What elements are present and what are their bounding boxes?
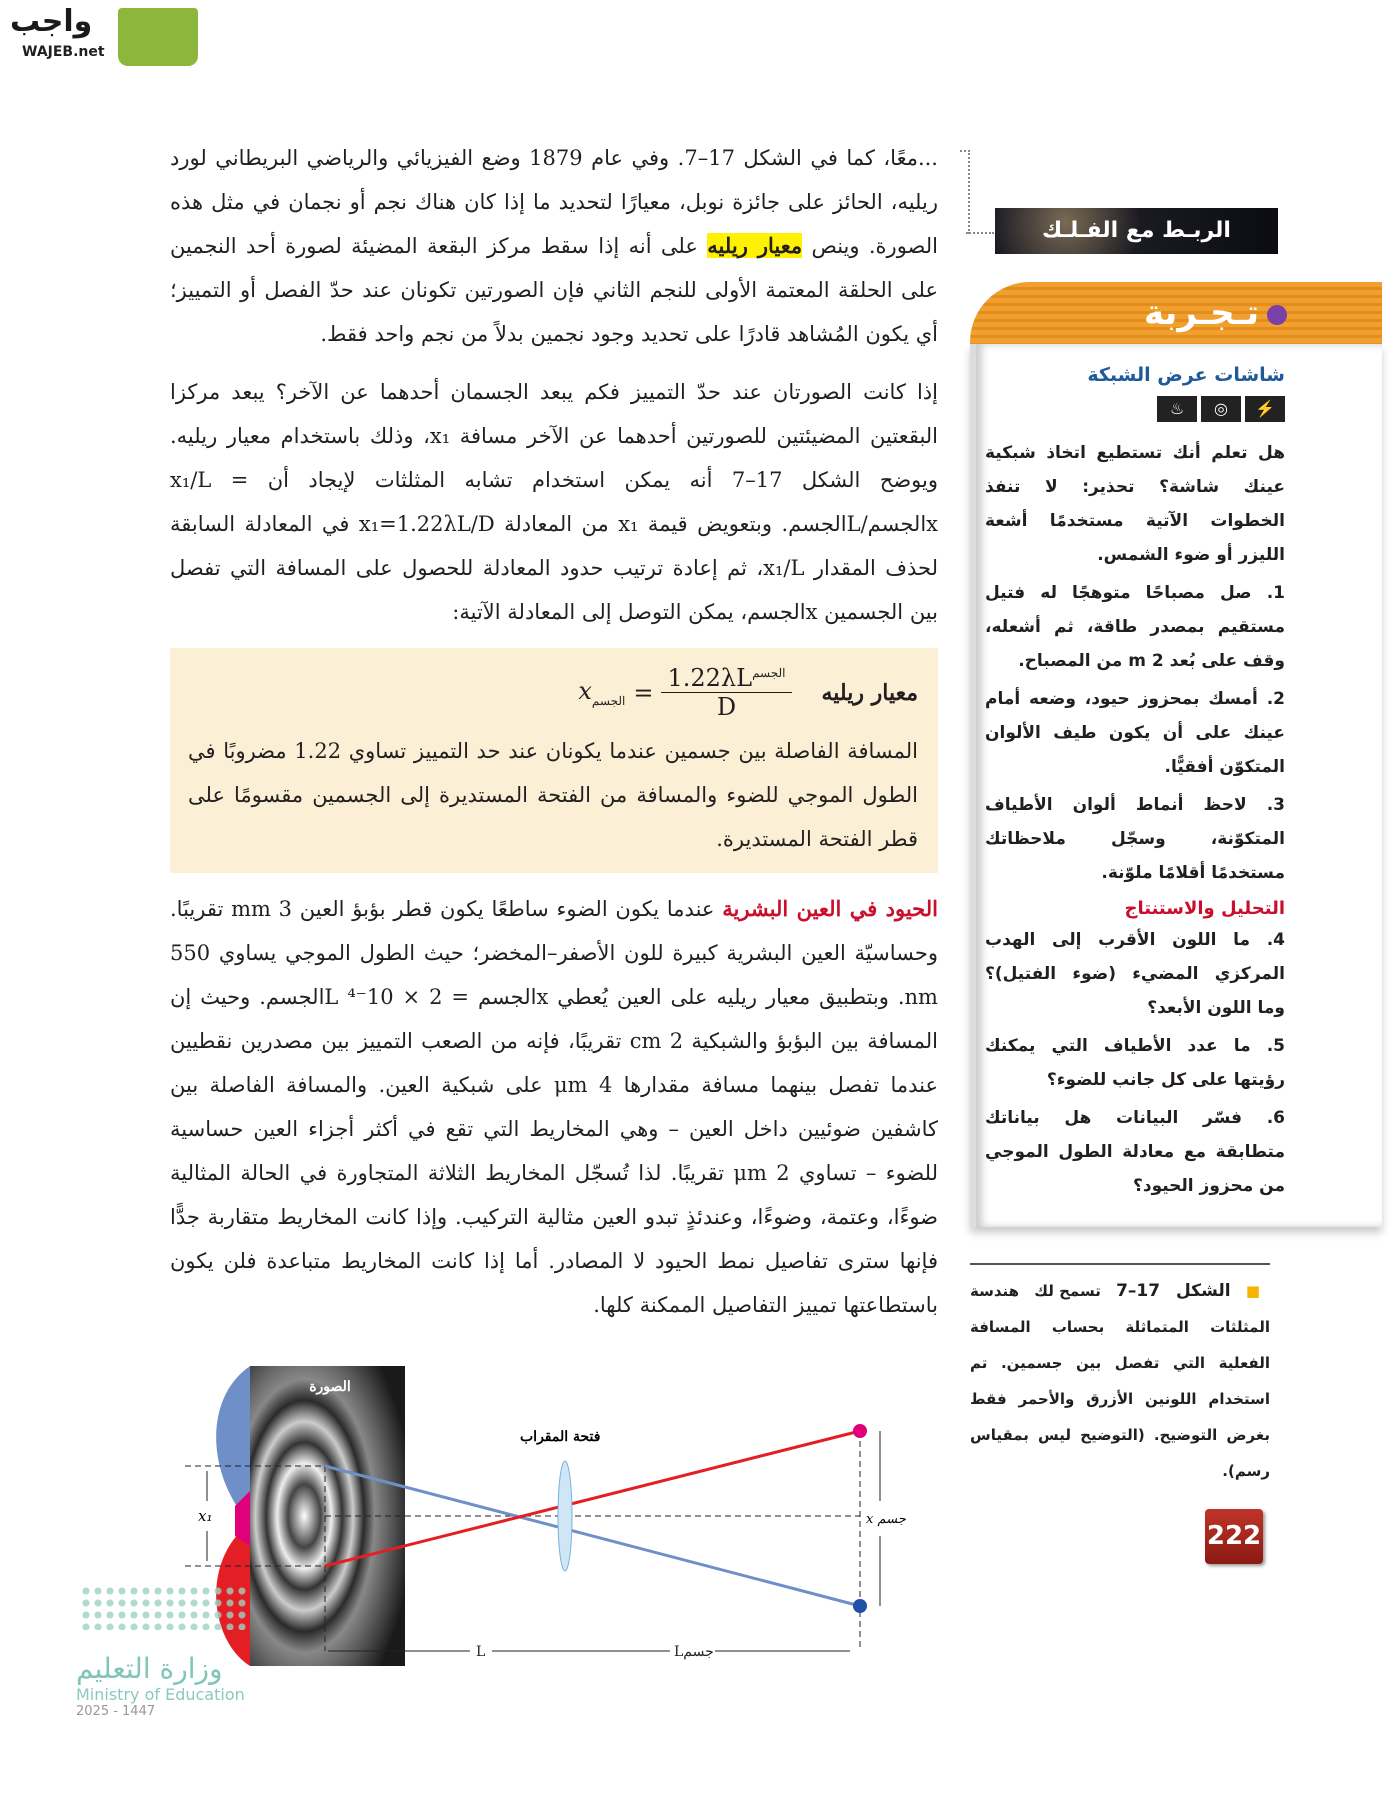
formula-sub: الجسم — [591, 693, 626, 708]
logo-text-en: WAJEB.net — [22, 44, 105, 60]
connector-line — [966, 232, 994, 234]
step-2 — [985, 682, 1285, 784]
intro: هل تعلم أنك تستطيع اتخاذ شبكية عينك شاشة؟ — [985, 443, 1285, 497]
fire-safety-icon: ♨ — [1157, 396, 1197, 422]
x-object-label: x جسم — [866, 1512, 906, 1527]
rayleigh-diagram — [180, 1361, 920, 1671]
intro-text — [985, 436, 1285, 572]
step-num: 1. — [1266, 583, 1286, 603]
formula-lhs: x — [578, 677, 592, 706]
page-number: 222 — [1205, 1509, 1263, 1564]
wajeb-logo — [10, 4, 190, 66]
analysis-title: التحليل والاستنتاج — [1124, 898, 1285, 919]
question-4 — [985, 923, 1285, 1025]
ministry-footer — [76, 1652, 256, 1719]
book-icon — [118, 8, 198, 66]
paragraph-3 — [170, 887, 938, 1327]
formula-denominator: D — [716, 693, 737, 721]
red-source — [853, 1424, 867, 1438]
q-text: ما عدد الأطياف التي يمكنك رؤيتها على كل جانب للضوء؟ — [985, 1036, 1285, 1090]
paragraph-2: إذا كانت الصورتان عند حدّ التمييز فكم يبعد الجسمان أحدهما عن الآخر؟ يبعد مركزا البقعتين المضيئتين للصورتين أحدهما عن الآخر مسافة x₁، وذلك باستخدام معيار ريليه. ويوضح الشكل 17–7 أنه يمكن استخدام تشابه المثلثات لإيجاد أن x₁/L = xالجسم/Lالجسم. وبتعويض قيمة x₁ من المعادلة x₁=1.22λL/D في المعادلة السابقة لحذف المقدار x₁/L، ثم إعادة ترتيب حدود المعادلة للحصول على المسافة التي تفصل بين الجسمين xالجسم، يمكن التوصل إلى المعادلة الآتية: — [170, 380, 939, 624]
aperture-lens — [558, 1461, 572, 1571]
formula-row — [188, 664, 918, 721]
aperture-label: فتحة المقراب — [520, 1429, 601, 1445]
step-1 — [985, 576, 1285, 678]
figure-caption — [970, 1263, 1270, 1489]
blue-source — [853, 1599, 867, 1613]
connector-line — [968, 150, 970, 234]
step-text: أنماط ألوان الأطياف المتكوّنة، وسجّل ملاحظاتك مستخدمًا أقلامًا ملوّنة. — [985, 795, 1285, 883]
L-object-label: Lجسم — [674, 1644, 714, 1660]
step-num: 3. — [1266, 795, 1286, 815]
electrical-safety-icon: ⚡ — [1245, 396, 1285, 422]
step-3 — [985, 788, 1285, 890]
caption-text: تسمح لك هندسة المثلثات المتماثلة بحساب المسافة الفعلية التي تفصل بين جسمين. تم استخدام اللونين الأزرق والأحمر فقط بغرض التوضيح. (التوضيح ليس بمقياس رسم). — [970, 1282, 1270, 1480]
x1-label: x₁ — [198, 1507, 213, 1525]
experiment-title: تـجـربة — [1143, 293, 1259, 333]
paragraph-1 — [170, 136, 938, 356]
q-text: ما اللون الأقرب إلى الهدب المركزي المضيء (ضوء الفتيل)؟ وما اللون الأبعد؟ — [985, 930, 1285, 1018]
rayleigh-formula-box — [170, 648, 938, 873]
q-num: 5. — [1266, 1036, 1286, 1056]
caption-bullet-icon: ■ — [1245, 1282, 1270, 1300]
step-num: 2. — [1266, 689, 1285, 709]
sidebar-column — [970, 282, 1382, 1564]
para-text: ...معًا، كما في الشكل 17–7. وفي عام 1879 وضع الفيزيائي والرياضي البريطاني لورد ريليه، الحائز على جائزة نوبل، معيارًا لتحديد ما إذا كان هناك نجم أو نجمان في مثل هذه الصورة. وينص — [170, 146, 938, 258]
red-ray — [325, 1431, 860, 1566]
q-num: 6. — [1266, 1108, 1286, 1128]
goggles-icon: ◎ — [1201, 396, 1241, 422]
logo-text-ar: واجب — [10, 4, 93, 39]
ministry-logo-dots — [80, 1585, 250, 1630]
formula-label: معيار ريليه — [821, 679, 918, 706]
year: 2025 - 1447 — [76, 1704, 156, 1719]
experiment-subtitle: شاشات عرض الشبكة — [1087, 364, 1285, 386]
step-text: صل مصباحًا متوهجًا له فتيل مستقيم بمصدر طاقة، ثم أشعله، وقف على بُعد 2 m من المصباح. — [985, 583, 1285, 671]
image-label: الصورة — [309, 1379, 351, 1395]
question-6 — [985, 1101, 1285, 1203]
step-text: أمسك بمحزوز حيود، وضعه أمام عينك على أن يكون طيف الألوان المتكوّن أفقيًّا. — [985, 689, 1285, 777]
bullet-icon — [1267, 305, 1287, 325]
key-term: معيار ريليه — [707, 233, 803, 258]
question-5 — [985, 1029, 1285, 1097]
formula-numerator: 1.22λL — [667, 664, 753, 692]
experiment-content — [985, 364, 1285, 1203]
para-text: عندما يكون الضوء ساطعًا يكون قطر بؤبؤ العين 3 mm تقريبًا. وحساسيّة العين البشرية كبيرة للون الأصفر–المخضر؛ حيث الطول الموجي يساوي 550 nm. وبتطبيق معيار ريليه على العين يُعطي xالجسم = 2 × 10⁻⁴ Lالجسم. وحيث إن المسافة بين البؤبؤ والشبكية 2 cm تقريبًا، فإنه من الصعب التمييز بين مصدرين نقطيين عندما تفصل بينهما مسافة مقدارها 4 μm على شبكية العين. والمسافة الفاصلة بين كاشفين ضوئيين داخل العين – وهي المخاريط التي تقع في أكثر أجزاء العين حساسية للضوء – تساوي 2 μm تقريبًا. لذا تُسجّل المخاريط الثلاثة المتجاورة في الحالة المثالية ضوءًا، وعتمة، وضوءًا، وعندئذٍ تبدو العين مثالية التركيب. وإذا كانت المخاريط متقاربة جدًّا فإنها سترى تفاصيل نمط الحيود لا المصادر. أما إذا كانت المخاريط متباعدة فلن يكون باستطاعتها تمييز التفاصيل الممكنة كلها. — [170, 897, 939, 1317]
warning-label: تحذير: — [1082, 477, 1135, 497]
main-column — [170, 136, 938, 1671]
step-verb: لاحظ — [1203, 795, 1247, 815]
section-head: الحيود في العين البشرية — [722, 896, 938, 921]
ministry-ar: وزارة التعليم — [76, 1652, 223, 1685]
caption-label: الشكل 17–7 — [1116, 1281, 1231, 1301]
para-text: على أنه إذا سقط مركز البقعة المضيئة لصورة أحد النجمين على الحلقة المعتمة الأولى للنجم الثاني فإن الصورتين تكونان عند حدّ الفصل أو التمييز؛ أي يكون المُشاهد قادرًا على تحديد وجود نجمين بدلاً من نجم واحد فقط. — [170, 234, 938, 346]
formula-sub: الجسم — [752, 666, 786, 680]
warning-text: لا تنفذ الخطوات الآتية مستخدمًا أشعة الليزر أو ضوء الشمس. — [985, 477, 1285, 565]
q-verb: فسّر البيانات — [1116, 1108, 1243, 1128]
L-label: L — [476, 1644, 486, 1660]
astronomy-connection-banner: الربـط مع الفـلـك — [995, 208, 1278, 254]
safety-icons — [985, 396, 1285, 422]
ministry-en: Ministry of Education — [76, 1685, 245, 1704]
formula-description: المسافة الفاصلة بين جسمين عندما يكونان عند حد التمييز تساوي 1.22 مضروبًا في الطول الموجي للضوء والمسافة من الفتحة المستديرة إلى الجسمين مقسومًا على قطر الفتحة المستديرة. — [188, 739, 918, 851]
q-text: هل بياناتك متطابقة مع معادلة الطول الموجي من محزوز الحيود؟ — [985, 1108, 1285, 1196]
blue-ray — [325, 1466, 860, 1606]
formula: $x_{الجسم}$ = $1.22\lambda L^{الجسم}$ D — [578, 664, 791, 721]
experiment-header — [970, 282, 1382, 344]
experiment-box — [970, 344, 1382, 1227]
q-num: 4. — [1266, 930, 1285, 950]
